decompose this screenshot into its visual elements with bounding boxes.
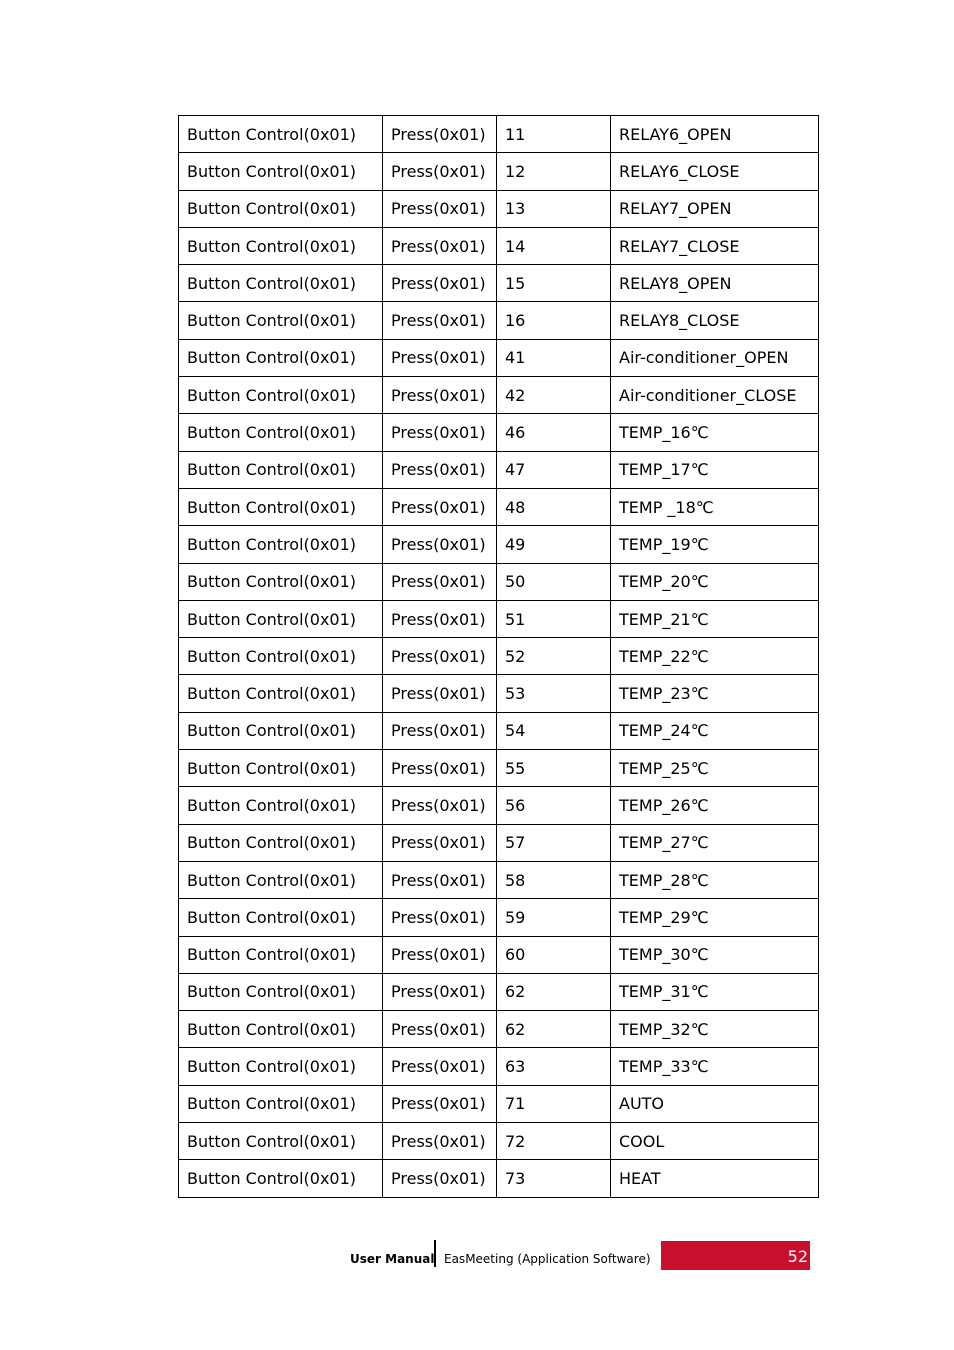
- cell-control-type: Button Control(0x01): [179, 712, 383, 749]
- cell-code: 62: [497, 1011, 611, 1048]
- cell-command: TEMP _18℃: [611, 488, 819, 525]
- cell-action: Press(0x01): [383, 1160, 497, 1197]
- cell-code: 54: [497, 712, 611, 749]
- cell-command: TEMP_31℃: [611, 973, 819, 1010]
- cell-command: TEMP_28℃: [611, 861, 819, 898]
- cell-command: TEMP_26℃: [611, 787, 819, 824]
- cell-command: RELAY6_CLOSE: [611, 153, 819, 190]
- cell-code: 53: [497, 675, 611, 712]
- cell-command: TEMP_17℃: [611, 451, 819, 488]
- cell-action: Press(0x01): [383, 861, 497, 898]
- cell-command: COOL: [611, 1123, 819, 1160]
- table-row: [179, 750, 819, 787]
- cell-control-type: Button Control(0x01): [179, 153, 383, 190]
- table-row: [179, 1011, 819, 1048]
- cell-command: Air-conditioner_CLOSE: [611, 377, 819, 414]
- cell-command: RELAY7_OPEN: [611, 190, 819, 227]
- table-row: [179, 600, 819, 637]
- cell-command: Air-conditioner_OPEN: [611, 339, 819, 376]
- footer-manual-label: User Manual: [350, 1252, 435, 1266]
- cell-action: Press(0x01): [383, 451, 497, 488]
- cell-control-type: Button Control(0x01): [179, 1048, 383, 1085]
- cell-action: Press(0x01): [383, 265, 497, 302]
- cell-code: 58: [497, 861, 611, 898]
- cell-code: 15: [497, 265, 611, 302]
- cell-command: TEMP_24℃: [611, 712, 819, 749]
- cell-code: 11: [497, 116, 611, 153]
- cell-action: Press(0x01): [383, 1123, 497, 1160]
- table-row: [179, 638, 819, 675]
- cell-command: TEMP_23℃: [611, 675, 819, 712]
- cell-action: Press(0x01): [383, 600, 497, 637]
- cell-control-type: Button Control(0x01): [179, 750, 383, 787]
- table-row: [179, 526, 819, 563]
- cell-command: RELAY6_OPEN: [611, 116, 819, 153]
- cell-command: TEMP_20℃: [611, 563, 819, 600]
- table-row: [179, 861, 819, 898]
- cell-control-type: Button Control(0x01): [179, 936, 383, 973]
- cell-code: 12: [497, 153, 611, 190]
- table-row: [179, 1085, 819, 1122]
- cell-action: Press(0x01): [383, 227, 497, 264]
- cell-action: Press(0x01): [383, 638, 497, 675]
- cell-command: HEAT: [611, 1160, 819, 1197]
- table-row: [179, 190, 819, 227]
- cell-action: Press(0x01): [383, 488, 497, 525]
- table-row: [179, 227, 819, 264]
- cell-code: 71: [497, 1085, 611, 1122]
- table-row: [179, 563, 819, 600]
- table-row: [179, 153, 819, 190]
- cell-code: 63: [497, 1048, 611, 1085]
- cell-action: Press(0x01): [383, 899, 497, 936]
- cell-action: Press(0x01): [383, 675, 497, 712]
- cell-control-type: Button Control(0x01): [179, 675, 383, 712]
- table-row: [179, 936, 819, 973]
- cell-code: 52: [497, 638, 611, 675]
- cell-action: Press(0x01): [383, 377, 497, 414]
- table-row: [179, 1160, 819, 1197]
- cell-control-type: Button Control(0x01): [179, 377, 383, 414]
- cell-control-type: Button Control(0x01): [179, 116, 383, 153]
- cell-control-type: Button Control(0x01): [179, 638, 383, 675]
- cell-action: Press(0x01): [383, 190, 497, 227]
- cell-action: Press(0x01): [383, 1048, 497, 1085]
- cell-code: 14: [497, 227, 611, 264]
- cell-code: 62: [497, 973, 611, 1010]
- footer-divider: [434, 1240, 436, 1267]
- cell-command: TEMP_16℃: [611, 414, 819, 451]
- cell-code: 57: [497, 824, 611, 861]
- cell-command: RELAY8_CLOSE: [611, 302, 819, 339]
- table-row: [179, 1048, 819, 1085]
- table-row: [179, 787, 819, 824]
- cell-control-type: Button Control(0x01): [179, 1085, 383, 1122]
- cell-control-type: Button Control(0x01): [179, 973, 383, 1010]
- table-row: [179, 116, 819, 153]
- table-row: [179, 414, 819, 451]
- page-number-badge: [661, 1241, 810, 1270]
- cell-code: 41: [497, 339, 611, 376]
- cell-code: 50: [497, 563, 611, 600]
- cell-command: TEMP_29℃: [611, 899, 819, 936]
- table-row: [179, 1123, 819, 1160]
- cell-code: 48: [497, 488, 611, 525]
- cell-action: Press(0x01): [383, 414, 497, 451]
- cell-action: Press(0x01): [383, 153, 497, 190]
- command-table-body: [179, 116, 819, 1198]
- cell-command: RELAY8_OPEN: [611, 265, 819, 302]
- cell-code: 46: [497, 414, 611, 451]
- cell-code: 56: [497, 787, 611, 824]
- cell-action: Press(0x01): [383, 302, 497, 339]
- cell-code: 73: [497, 1160, 611, 1197]
- cell-command: TEMP_33℃: [611, 1048, 819, 1085]
- cell-command: TEMP_32℃: [611, 1011, 819, 1048]
- cell-action: Press(0x01): [383, 526, 497, 563]
- page-number: 52: [787, 1247, 808, 1266]
- cell-control-type: Button Control(0x01): [179, 1011, 383, 1048]
- cell-action: Press(0x01): [383, 563, 497, 600]
- cell-control-type: Button Control(0x01): [179, 302, 383, 339]
- cell-code: 13: [497, 190, 611, 227]
- table-row: [179, 675, 819, 712]
- cell-command: AUTO: [611, 1085, 819, 1122]
- cell-action: Press(0x01): [383, 1085, 497, 1122]
- cell-control-type: Button Control(0x01): [179, 899, 383, 936]
- cell-control-type: Button Control(0x01): [179, 488, 383, 525]
- table-row: [179, 451, 819, 488]
- cell-command: TEMP_22℃: [611, 638, 819, 675]
- cell-command: TEMP_30℃: [611, 936, 819, 973]
- table-row: [179, 339, 819, 376]
- table-row: [179, 265, 819, 302]
- cell-command: TEMP_27℃: [611, 824, 819, 861]
- table-row: [179, 712, 819, 749]
- cell-code: 42: [497, 377, 611, 414]
- cell-action: Press(0x01): [383, 339, 497, 376]
- cell-control-type: Button Control(0x01): [179, 1160, 383, 1197]
- cell-action: Press(0x01): [383, 750, 497, 787]
- cell-command: TEMP_19℃: [611, 526, 819, 563]
- page-footer: [0, 1240, 954, 1270]
- cell-control-type: Button Control(0x01): [179, 265, 383, 302]
- cell-control-type: Button Control(0x01): [179, 563, 383, 600]
- cell-code: 59: [497, 899, 611, 936]
- cell-code: 51: [497, 600, 611, 637]
- cell-code: 55: [497, 750, 611, 787]
- table-row: [179, 377, 819, 414]
- cell-action: Press(0x01): [383, 787, 497, 824]
- cell-code: 49: [497, 526, 611, 563]
- command-table: [178, 115, 819, 1198]
- cell-control-type: Button Control(0x01): [179, 190, 383, 227]
- cell-code: 72: [497, 1123, 611, 1160]
- cell-action: Press(0x01): [383, 973, 497, 1010]
- footer-app-label: EasMeeting (Application Software): [444, 1252, 651, 1266]
- cell-action: Press(0x01): [383, 712, 497, 749]
- cell-code: 16: [497, 302, 611, 339]
- cell-command: RELAY7_CLOSE: [611, 227, 819, 264]
- cell-command: TEMP_25℃: [611, 750, 819, 787]
- cell-control-type: Button Control(0x01): [179, 414, 383, 451]
- table-row: [179, 824, 819, 861]
- cell-action: Press(0x01): [383, 936, 497, 973]
- cell-control-type: Button Control(0x01): [179, 861, 383, 898]
- table-row: [179, 973, 819, 1010]
- cell-control-type: Button Control(0x01): [179, 824, 383, 861]
- cell-action: Press(0x01): [383, 1011, 497, 1048]
- cell-control-type: Button Control(0x01): [179, 451, 383, 488]
- cell-code: 47: [497, 451, 611, 488]
- cell-control-type: Button Control(0x01): [179, 339, 383, 376]
- table-row: [179, 488, 819, 525]
- cell-control-type: Button Control(0x01): [179, 1123, 383, 1160]
- cell-control-type: Button Control(0x01): [179, 526, 383, 563]
- cell-control-type: Button Control(0x01): [179, 227, 383, 264]
- cell-control-type: Button Control(0x01): [179, 600, 383, 637]
- table-row: [179, 899, 819, 936]
- cell-action: Press(0x01): [383, 824, 497, 861]
- table-row: [179, 302, 819, 339]
- cell-action: Press(0x01): [383, 116, 497, 153]
- cell-control-type: Button Control(0x01): [179, 787, 383, 824]
- cell-command: TEMP_21℃: [611, 600, 819, 637]
- cell-code: 60: [497, 936, 611, 973]
